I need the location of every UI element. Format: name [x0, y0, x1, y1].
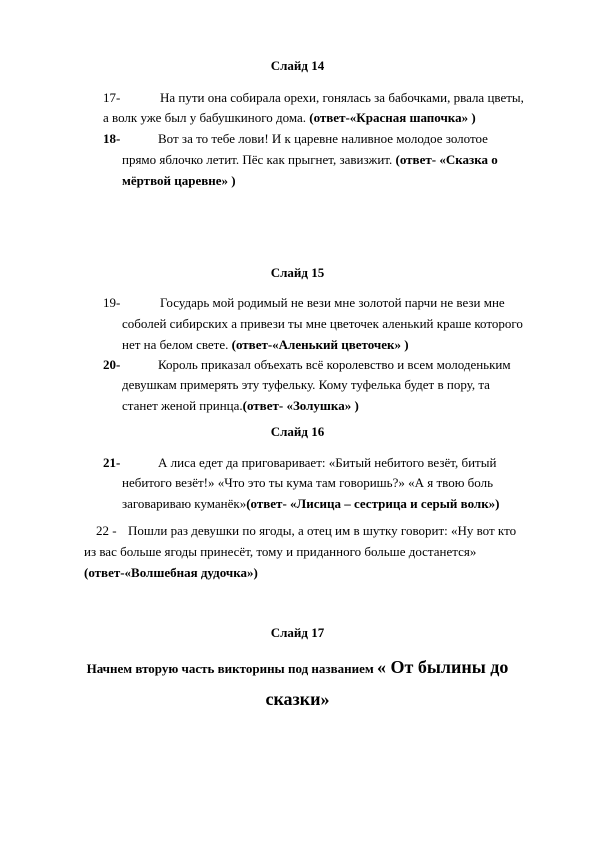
slide-16-title: Слайд 16 [270, 424, 325, 439]
item-22-number: 22 - [96, 523, 117, 538]
item-20-line-3: станет женой принца.(ответ- «Золушка» ) [122, 398, 359, 413]
item-21-number: 21- [103, 455, 121, 470]
item-18-number: 18- [103, 131, 121, 146]
item-17-line-1: На пути она собирала орехи, гонялась за бабочками, рвала цветы, [160, 90, 524, 105]
item-17-number: 17- [103, 90, 121, 105]
item-19-line-1: Государь мой родимый не вези мне золотой парчи не вези мне [160, 295, 505, 310]
slide-14-title: Слайд 14 [270, 58, 325, 73]
item-19-line-3: нет на белом свете. (ответ-«Аленький цветочек» ) [122, 337, 409, 352]
item-19-number: 19- [103, 295, 121, 310]
item-19-line-2: соболей сибирских а привези ты мне цветочек аленький краше которого [122, 316, 523, 331]
item-18-line-2: прямо яблочко летит. Пёс как прыгнет, завизжит. (ответ- «Сказка о [122, 152, 498, 167]
item-21-line-1: А лиса едет да приговаривает: «Битый небитого везёт, битый [158, 455, 497, 470]
item-21-line-2: небитого везёт!» «Что это ты кума там говоришь?» «А я твою боль [122, 475, 494, 490]
item-22-line-3: (ответ-«Волшебная дудочка») [84, 565, 258, 580]
item-22-line-1: Пошли раз девушки по ягоды, а отец им в шутку говорит: «Ну вот кто [128, 523, 517, 538]
item-20-number: 20- [103, 357, 121, 372]
item-20-line-2: девушкам примерять эту туфельку. Кому туфелька будет в пору, та [122, 377, 490, 392]
slide-15-title: Слайд 15 [270, 265, 325, 280]
item-17-line-2: а волк уже был у бабушкиного дома. (ответ-«Красная шапочка» ) [103, 110, 476, 125]
slide-17-intro-line-1: Начнем вторую часть викторины под названием « От былины до [86, 657, 509, 677]
slide-17-title: Слайд 17 [270, 625, 325, 640]
item-22-line-2: из вас больше ягоды принесёт, тому и приданного больше достанется» [84, 544, 477, 559]
item-18-line-1: Вот за то тебе лови! И к царевне наливное молодое золотое [158, 131, 488, 146]
item-18-line-3: мёртвой царевне» ) [122, 173, 236, 188]
slide-17-intro-line-2: сказки» [265, 689, 330, 709]
item-20-line-1: Король приказал объехать всё королевство и всем молоденьким [158, 357, 511, 372]
item-21-line-3: заговариваю куманёк»(ответ- «Лисица – сестрица и серый волк») [122, 496, 500, 511]
